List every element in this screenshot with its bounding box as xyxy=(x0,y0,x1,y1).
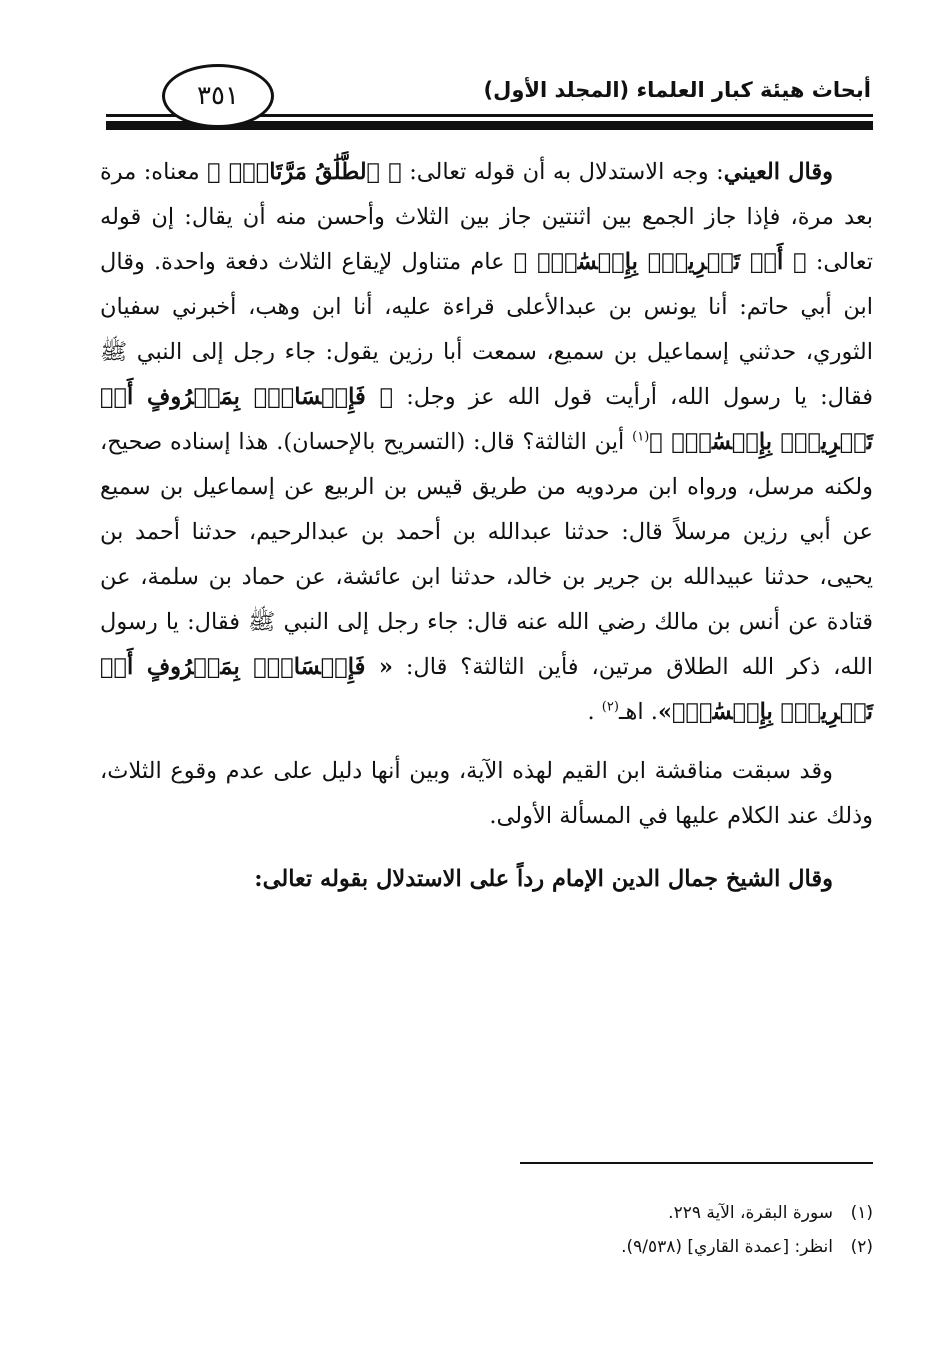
quran-verse: « فَإِمۡسَاكُۢ بِمَعۡرُوفٍ أَوۡ تَسۡرِيحُۢ بِإِحۡسَٰنٖۗ» xyxy=(100,654,873,725)
footnote-ref-2: (٢) xyxy=(601,699,619,715)
text-segment: أين الثالثة؟ قال: (التسريح بالإحسان). هذا إسناده صحيح، ولكنه مرسل، ورواه ابن مردويه من طريق قيس بن الربيع عن إسماعيل بن سميع عن أبي رزين مرسلاً قال: حدثنا عبدالله بن أحمد بن عبدالرحيم، حدثنا أحمد بن يحيى، حدثنا عبيدالله بن جرير بن خالد، حدثنا ابن عائشة، عن حماد بن سلمة، عن قتادة عن أنس بن مالك رضي الله عنه قال: جاء رجل إلى النبي ﷺ فقال: يا رسول الله، ذكر الله الطلاق مرتين، فأين الثالثة؟ قال: xyxy=(100,429,873,680)
quran-verse: ﴿ ٱلطَّلَٰقُ مَرَّتَانِۖ ﴾ xyxy=(207,159,402,185)
footnote-number: (١) xyxy=(850,1203,873,1223)
text-segment: . اهـ xyxy=(618,699,658,725)
text-segment: معناه: مرة بعد مرة، فإذا جاز الجمع بين اثنتين جاز بين الثلاث وأحسن منه أن يقال: إن قوله تعالى: xyxy=(100,159,873,275)
paragraph-2: وقد سبقت مناقشة ابن القيم لهذه الآية، وبين أنها دليل على عدم وقوع الثلاث، وذلك عند الكلام عليها في المسألة الأولى. xyxy=(100,758,873,829)
speaker-name: وقال العيني xyxy=(723,159,834,185)
footnote-2 xyxy=(621,1230,873,1264)
main-text xyxy=(100,150,873,902)
footnote-text: انظر: [عمدة القاري] (٩/٥٣٨). xyxy=(621,1237,833,1257)
quran-verse: ﴿ أَوۡ تَسۡرِيحُۢ بِإِحۡسَٰنٖۗ ﴾ xyxy=(513,249,807,275)
page-number: ٣٥١ xyxy=(162,64,274,128)
footnote-separator xyxy=(520,1162,873,1164)
text-segment: . xyxy=(587,699,602,725)
footnote-text: سورة البقرة، الآية ٢٢٩. xyxy=(668,1203,833,1223)
footnote-1 xyxy=(621,1196,873,1230)
paragraph-3: وقال الشيخ جمال الدين الإمام رداً على الاستدلال بقوله تعالى: xyxy=(254,866,833,892)
running-header-title: أبحاث هيئة كبار العلماء (المجلد الأول) xyxy=(483,78,871,102)
page-header xyxy=(0,0,949,140)
text-segment: عام متناول لإيقاع الثلاث دفعة واحدة. وقال ابن أبي حاتم: أنا يونس بن عبدالأعلى قراءة عليه، أنا ابن وهب، أخبرني سفيان الثوري، حدثني إسماعيل بن سميع، سمعت أبا رزين يقول: جاء رجل إلى النبي ﷺ فقال: يا رسول الله، أرأيت قول الله عز وجل: xyxy=(100,249,874,410)
text-segment: : وجه الاستدلال به أن قوله تعالى: xyxy=(401,159,724,185)
quran-verse: ﴿ فَإِمۡسَاكُۢ بِمَعۡرُوفٍ أَوۡ تَسۡرِيحُۢ بِإِحۡسَٰنٖۗ ﴾ xyxy=(100,384,873,455)
footnote-number: (٢) xyxy=(850,1237,873,1257)
footnotes xyxy=(621,1196,873,1264)
footnote-ref-1: (١) xyxy=(632,429,650,445)
paragraph-1 xyxy=(100,150,873,735)
